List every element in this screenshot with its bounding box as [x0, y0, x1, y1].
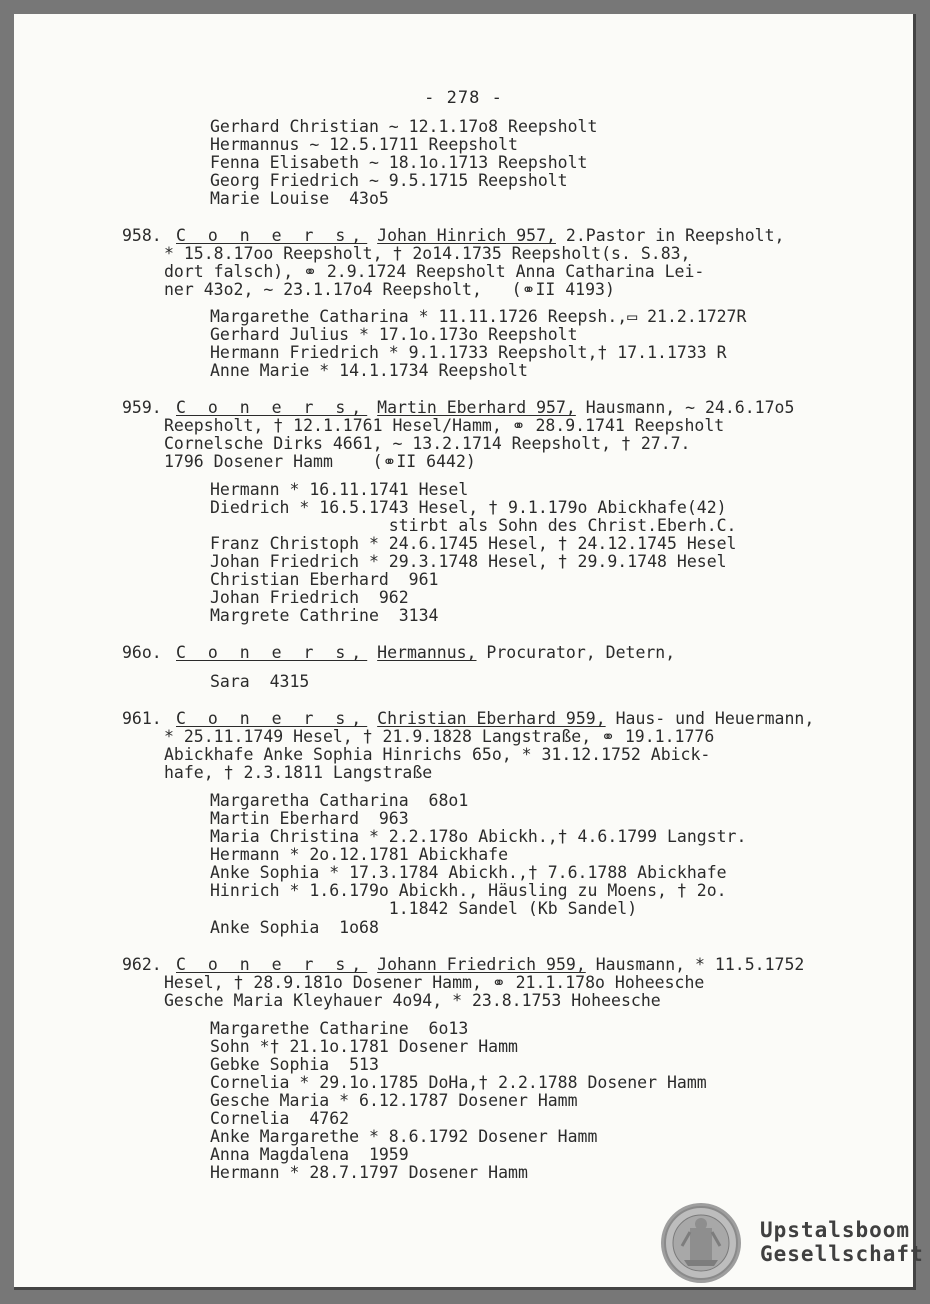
child-line: Maria Christina * 2.2.178o Abickh.,† 4.6.1799 Langstr.	[210, 827, 747, 846]
entry-line: dort falsch), ⚭ 2.9.1724 Reepsholt Anna Catharina Lei-	[164, 262, 705, 281]
entry-960-header	[122, 644, 675, 662]
logo-line-1: Upstalsboom	[760, 1218, 911, 1242]
entry-surname: C o n e r s,	[176, 955, 368, 974]
child-line: Margarethe Catharina * 11.11.1726 Reepsh.,▭ 21.2.1727R	[210, 307, 747, 326]
child-line: Margarethe Catharine 6o13	[210, 1019, 469, 1038]
entry-name: Johan Hinrich 957,	[377, 226, 556, 245]
entry-detail: Hausmann, * 11.5.1752	[585, 955, 805, 974]
entry-detail: Hausmann, ~ 24.6.17o5	[575, 398, 795, 417]
entry-962-header	[122, 956, 804, 974]
entry-number: 962.	[122, 955, 162, 974]
seal-icon	[660, 1202, 742, 1284]
child-line: Anke Margarethe * 8.6.1792 Dosener Hamm	[210, 1127, 598, 1146]
child-line: Hermann * 28.7.1797 Dosener Hamm	[210, 1163, 528, 1182]
page-number: - 278 -	[424, 88, 503, 108]
child-line: Johan Friedrich 962	[210, 588, 409, 607]
entry-surname: C o n e r s,	[176, 398, 368, 417]
entry-line: Hesel, † 28.9.181o Dosener Hamm, ⚭ 21.1.178o Hoheesche	[164, 973, 705, 992]
logo-line-2: Gesellschaft	[760, 1242, 924, 1266]
child-line: Anna Magdalena 1959	[210, 1145, 409, 1164]
child-line: stirbt als Sohn des Christ.Eberh.C.	[210, 516, 737, 535]
logo-text	[760, 1218, 924, 1266]
child-line: Gerhard Julius * 17.1o.173o Reepsholt	[210, 325, 578, 344]
entry-number: 96o.	[122, 643, 162, 662]
entry-detail: Haus- und Heuermann,	[605, 709, 815, 728]
entry-surname: C o n e r s,	[176, 709, 368, 728]
child-line: Franz Christoph * 24.6.1745 Hesel, † 24.12.1745 Hesel	[210, 534, 737, 553]
entry-line: * 25.11.1749 Hesel, † 21.9.1828 Langstraße, ⚭ 19.1.1776	[164, 727, 715, 746]
child-line: Sara 4315	[210, 672, 310, 691]
entry-surname: C o n e r s,	[176, 226, 368, 245]
entry-line: Cornelsche Dirks 4661, ~ 13.2.1714 Reepsholt, † 27.7.	[164, 434, 691, 453]
entry-name: Christian Eberhard 959,	[377, 709, 606, 728]
child-line: Marie Louise 43o5	[210, 189, 389, 208]
child-line: Fenna Elisabeth ~ 18.1o.1713 Reepsholt	[210, 153, 588, 172]
child-line: Hermann * 2o.12.1781 Abickhafe	[210, 845, 509, 864]
entry-name: Martin Eberhard 957,	[377, 398, 576, 417]
entry-line: 1796 Dosener Hamm (⚭II 6442)	[164, 452, 476, 471]
entry-line: Gesche Maria Kleyhauer 4o94, * 23.8.1753 Hoheesche	[164, 991, 661, 1010]
child-line: Hinrich * 1.6.179o Abickh., Häusling zu Moens, † 2o.	[210, 881, 727, 900]
society-logo	[660, 1202, 924, 1284]
child-line: Diedrich * 16.5.1743 Hesel, † 9.1.179o Abickhafe(42)	[210, 498, 727, 517]
child-line: Gebke Sophia 513	[210, 1055, 379, 1074]
child-line: Gesche Maria * 6.12.1787 Dosener Hamm	[210, 1091, 578, 1110]
entry-958-header	[122, 227, 784, 245]
child-line: Hermann Friedrich * 9.1.1733 Reepsholt,† 17.1.1733 R	[210, 343, 727, 362]
child-line: Gerhard Christian ~ 12.1.17o8 Reepsholt	[210, 117, 598, 136]
entry-detail: 2.Pastor in Reepsholt,	[555, 226, 785, 245]
child-line: Hermann * 16.11.1741 Hesel	[210, 480, 469, 499]
child-line: Johan Friedrich * 29.3.1748 Hesel, † 29.9.1748 Hesel	[210, 552, 727, 571]
child-line: 1.1842 Sandel (Kb Sandel)	[210, 899, 638, 918]
child-line: Cornelia 4762	[210, 1109, 350, 1128]
child-line: Margaretha Catharina 68o1	[210, 791, 469, 810]
child-line: Margrete Cathrine 3134	[210, 606, 439, 625]
child-line: Georg Friedrich ~ 9.5.1715 Reepsholt	[210, 171, 568, 190]
child-line: Hermannus ~ 12.5.1711 Reepsholt	[210, 135, 518, 154]
entry-number: 961.	[122, 709, 162, 728]
entry-number: 959.	[122, 398, 162, 417]
entry-961-header	[122, 710, 814, 728]
child-line: Anke Sophia 1o68	[210, 918, 379, 937]
child-line: Christian Eberhard 961	[210, 570, 439, 589]
entry-surname: C o n e r s,	[176, 643, 368, 662]
child-line: Martin Eberhard 963	[210, 809, 409, 828]
document-page	[14, 14, 924, 1290]
entry-line: Abickhafe Anke Sophia Hinrichs 65o, * 31.12.1752 Abick-	[164, 745, 711, 764]
entry-959-header	[122, 399, 794, 417]
child-line: Anne Marie * 14.1.1734 Reepsholt	[210, 361, 528, 380]
entry-line: * 15.8.17oo Reepsholt, † 2o14.1735 Reepsholt(s. S.83,	[164, 244, 691, 263]
entry-line: hafe, † 2.3.1811 Langstraße	[164, 763, 433, 782]
entry-number: 958.	[122, 226, 162, 245]
child-line: Anke Sophia * 17.3.1784 Abickh.,† 7.6.1788 Abickhafe	[210, 863, 727, 882]
child-line: Sohn *† 21.1o.1781 Dosener Hamm	[210, 1037, 518, 1056]
entry-line: Reepsholt, † 12.1.1761 Hesel/Hamm, ⚭ 28.9.1741 Reepsholt	[164, 416, 725, 435]
entry-detail: Procurator, Detern,	[476, 643, 676, 662]
entry-name: Hermannus,	[377, 643, 477, 662]
child-line: Cornelia * 29.1o.1785 DoHa,† 2.2.1788 Dosener Hamm	[210, 1073, 707, 1092]
entry-line: ner 43o2, ~ 23.1.17o4 Reepsholt, (⚭II 4193)	[164, 280, 615, 299]
entry-name: Johann Friedrich 959,	[377, 955, 586, 974]
